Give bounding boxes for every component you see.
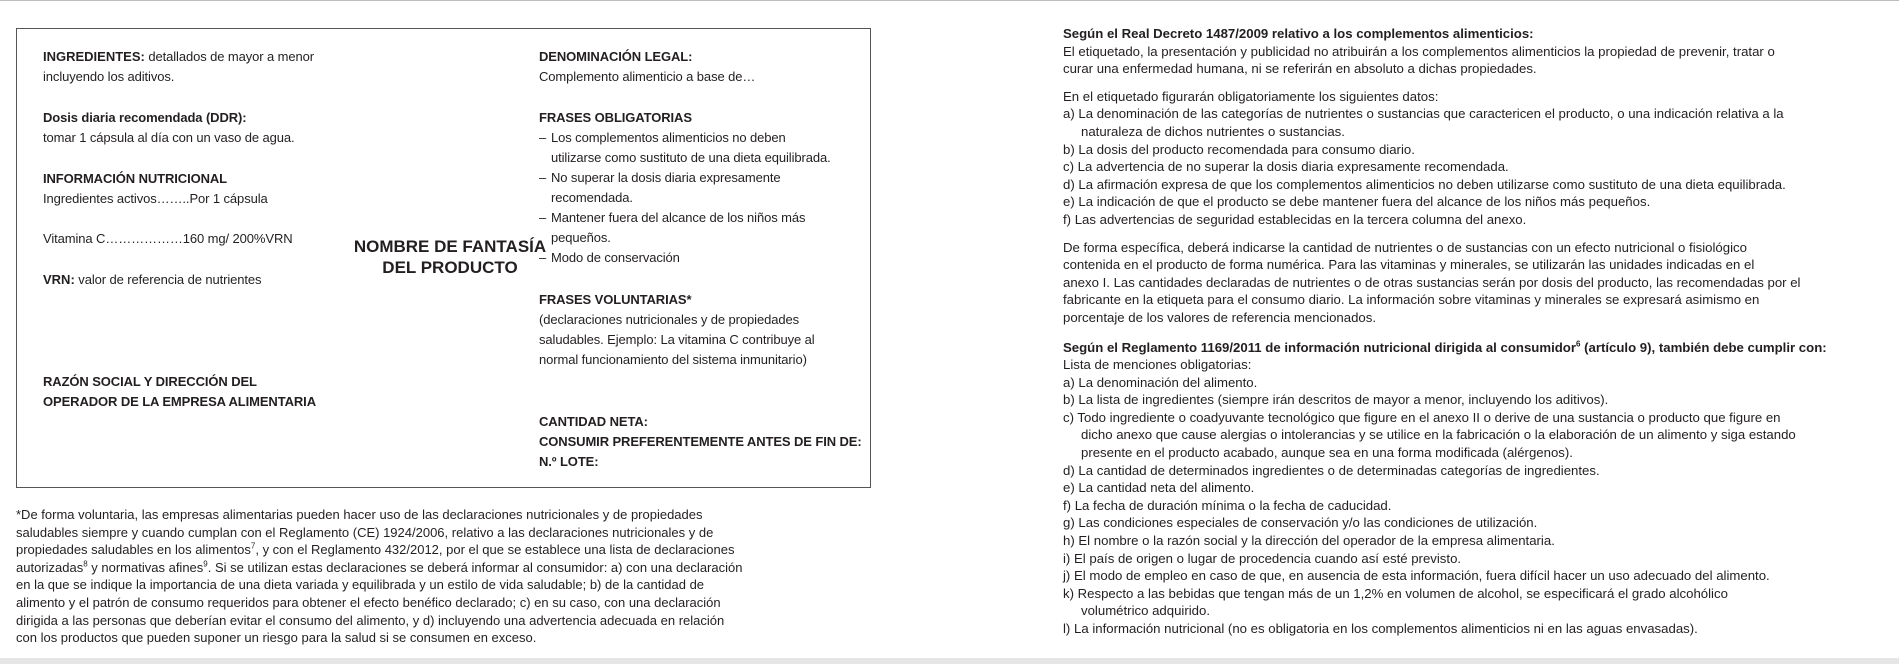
- mencion-item: a) La denominación del alimento.: [1063, 374, 1258, 390]
- razon-social-line1: RAZÓN SOCIAL Y DIRECCIÓN DEL: [43, 374, 257, 389]
- ingredientes-title: INGREDIENTES:: [43, 49, 145, 64]
- razon-social-block: [43, 372, 363, 412]
- datos-item: d) La afirmación expresa de que los complementos alimenticios no deben utilizarse como sustituto de una dieta equilibrada.: [1063, 176, 1786, 192]
- regulations-column: [1063, 25, 1897, 638]
- frase-obligatoria-text: utilizarse como sustituto de una dieta equilibrada.: [551, 150, 831, 165]
- frase-obligatoria-item: [539, 208, 869, 248]
- especifica-line: contenida en el producto de forma numérica. Para las vitaminas y minerales, se utilizarán las unidades indicadas en el: [1063, 257, 1755, 273]
- mencion-item: [1063, 585, 1897, 620]
- datos-item-text: naturaleza de dichos nutrientes o sustancias.: [1081, 123, 1345, 139]
- footnote-voluntary-claims: [16, 506, 871, 647]
- ddr-text: tomar 1 cápsula al día con un vaso de agua.: [43, 130, 295, 145]
- numero-lote: N.º LOTE:: [539, 454, 599, 469]
- mencion-item: f) La fecha de duración mínima o la fecha de caducidad.: [1063, 497, 1392, 513]
- frases-voluntarias-block: [539, 290, 869, 370]
- footnote-ref: 9: [203, 559, 208, 569]
- mencion-item: j) El modo de empleo en caso de que, en ausencia de esta información, fuera difícil hacer un uso adecuado del alimento.: [1063, 568, 1770, 584]
- mencion-item-text: presente en el producto acabado, aunque sea en una forma modificada (alérgenos).: [1081, 445, 1573, 461]
- footnote-text: . Si se utilizan estas declaraciones se deberá informar al consumidor: a) con una declaración: [207, 559, 743, 575]
- menciones-title: Lista de menciones obligatorias:: [1063, 357, 1252, 373]
- ingredientes-text-1: detallados de mayor a menor: [144, 49, 315, 64]
- datos-item: f) Las advertencias de seguridad establecidas en la tercera columna del anexo.: [1063, 211, 1527, 227]
- mencion-item: b) La lista de ingredientes (siempre irán descritos de mayor a menor, incluyendo los aditivos).: [1063, 392, 1609, 408]
- especifica-line: porcentaje de los valores de referencia mencionados.: [1063, 309, 1377, 325]
- mencion-item-text: volumétrico adquirido.: [1081, 603, 1211, 619]
- mencion-item-text: dicho anexo que cause alergias o intolerancias y se utilice en la fabricación o la elaboración de un alimento y siga estando: [1081, 427, 1796, 443]
- mencion-item: g) Las condiciones especiales de conservación y/o las condiciones de utilización.: [1063, 515, 1538, 531]
- footnote-text: y normativas afines: [87, 559, 204, 575]
- mencion-item: i) El país de origen o lugar de procedencia cuando así esté previsto.: [1063, 550, 1462, 566]
- razon-social-line2: OPERADOR DE LA EMPRESA ALIMENTARIA: [43, 394, 316, 409]
- info-nutricional-block: [43, 169, 343, 249]
- reglamento-ref: 6: [1575, 339, 1581, 349]
- top-border: [0, 0, 1899, 1]
- frases-voluntarias-line2: saludables. Ejemplo: La vitamina C contribuye al: [539, 332, 815, 347]
- frase-obligatoria-text: – No superar la dosis diaria expresamente: [551, 170, 781, 185]
- info-nutricional-row1: Ingredientes activos……..Por 1 cápsula: [43, 191, 268, 206]
- frase-obligatoria-text: pequeños.: [551, 230, 611, 245]
- frase-obligatoria-item: [539, 128, 869, 168]
- denominacion-text: Complemento alimenticio a base de…: [539, 69, 756, 84]
- footnote-line: [16, 541, 871, 559]
- footnote-text: , y con el Reglamento 432/2012, por el que se establece una lista de declaraciones: [255, 542, 735, 558]
- datos-item-text: a) La denominación de las categorías de nutrientes o sustancias que caractericen el producto, o una indicación relativa a la: [1063, 106, 1784, 122]
- reglamento-title-text: Según el Reglamento 1169/2011 de información nutricional dirigida al consumidor: [1063, 339, 1576, 355]
- especifica-line: anexo I. Las cantidades declaradas de nutrientes o de otras sustancias serán por dosis del producto, las recomendadas por el: [1063, 274, 1801, 290]
- datos-item: b) La dosis del producto recomendada para consumo diario.: [1063, 141, 1415, 157]
- frase-obligatoria-text: – Los complementos alimenticios no deben: [551, 130, 786, 145]
- consumir-preferentemente: CONSUMIR PREFERENTEMENTE ANTES DE FIN DE:: [539, 434, 862, 449]
- especifica-paragraph: [1063, 239, 1897, 327]
- frase-obligatoria-item: [539, 168, 869, 208]
- vrn-title: VRN:: [43, 272, 75, 287]
- vrn-text: valor de referencia de nutrientes: [74, 272, 262, 287]
- product-fantasy-name-line1: NOMBRE DE FANTASÍA: [353, 237, 547, 256]
- mencion-item: h) El nombre o la razón social y la dirección del operador de la empresa alimentaria.: [1063, 533, 1555, 549]
- ddr-title: Dosis diaria recomendada (DDR):: [43, 110, 247, 125]
- footnote-text: autorizadas: [16, 559, 84, 575]
- footnote-line: *De forma voluntaria, las empresas alimentarias pueden hacer uso de las declaraciones nutricionales y de propiedades: [16, 507, 703, 522]
- frase-obligatoria-text: – Mantener fuera del alcance de los niños más: [551, 210, 806, 225]
- footnote-line: en la que se indique la importancia de una dieta variada y equilibrada y un estilo de vida saludable; b) de la cantidad de: [16, 577, 705, 593]
- vrn-block: [43, 270, 343, 290]
- mencion-item: l) La información nutricional (no es obligatoria en los complementos alimenticios ni en las aguas envasadas).: [1063, 621, 1698, 636]
- bottom-band: [0, 658, 1899, 664]
- ddr-block: [43, 108, 343, 148]
- frases-obligatorias-title: FRASES OBLIGATORIAS: [539, 110, 692, 125]
- especifica-line: fabricante en la etiqueta para el consumo diario. La información sobre vitaminas y minerales se expresará asimismo en: [1063, 292, 1760, 308]
- product-fantasy-name: [350, 236, 550, 278]
- frases-obligatorias-block: [539, 108, 869, 268]
- mencion-item-text: k) Respecto a las bebidas que tengan más de un 1,2% en volumen de alcohol, se especificará el grado alcohólico: [1063, 585, 1728, 601]
- cantidad-lote-block: [539, 412, 869, 472]
- info-nutricional-title: INFORMACIÓN NUTRICIONAL: [43, 171, 228, 186]
- datos-item: c) La advertencia de no superar la dosis diaria expresamente recomendada.: [1063, 159, 1509, 175]
- datos-title: En el etiquetado figurarán obligatoriamente los siguientes datos:: [1063, 88, 1439, 104]
- footnote-line: alimento y el patrón de consumo requeridos para obtener el efecto benéfico declarado; c) en su caso, con una declaración: [16, 594, 721, 610]
- label-mockup-box: [16, 28, 871, 488]
- frase-obligatoria-text: – Modo de conservación: [551, 250, 680, 265]
- datos-item: [1063, 105, 1897, 140]
- footnote-line: con los productos que pueden suponer un riesgo para la salud si se consumen en exceso.: [16, 630, 537, 646]
- mencion-item: e) La cantidad neta del alimento.: [1063, 480, 1255, 496]
- rd-text-line: El etiquetado, la presentación y publicidad no atribuirán a los complementos alimenticios la propiedad de prevenir, tratar o: [1063, 43, 1775, 59]
- rd-title: Según el Real Decreto 1487/2009 relativo a los complementos alimenticios:: [1063, 26, 1534, 41]
- denominacion-block: [539, 47, 869, 87]
- ingredientes-text-2: incluyendo los aditivos.: [43, 69, 175, 84]
- mencion-item: d) La cantidad de determinados ingredientes o de determinadas categorías de ingredientes.: [1063, 462, 1600, 478]
- frase-obligatoria-item: [539, 248, 869, 268]
- rd-text-line: curar una enfermedad humana, ni se referirán en absoluto a dichas propiedades.: [1063, 61, 1537, 77]
- footnote-line: [16, 559, 871, 577]
- reglamento-title-text: (artículo 9), también debe cumplir con:: [1580, 339, 1827, 355]
- cantidad-neta: CANTIDAD NETA:: [539, 414, 648, 429]
- especifica-line: De forma específica, deberá indicarse la cantidad de nutrientes o de sustancias con un efecto nutricional o fisiológico: [1063, 239, 1747, 255]
- ingredientes-block: [43, 47, 343, 87]
- footnote-line: saludables siempre y cuando cumplan con el Reglamento (CE) 1924/2006, relativo a las declaraciones nutricionales y de: [16, 524, 714, 540]
- frases-voluntarias-line3: normal funcionamiento del sistema inmunitario): [539, 352, 807, 367]
- denominacion-title: DENOMINACIÓN LEGAL:: [539, 49, 693, 64]
- footnote-text: propiedades saludables en los alimentos: [16, 542, 251, 558]
- reglamento-title: [1063, 339, 1897, 357]
- footnote-ref: 7: [250, 541, 256, 551]
- footnote-line: dirigida a las personas que deberían evitar el consumo del alimento, y d) incluyendo una advertencia adecuada en relación: [16, 612, 725, 628]
- info-nutricional-row2: Vitamina C………………160 mg/ 200%VRN: [43, 231, 293, 246]
- frase-obligatoria-text: recomendada.: [551, 190, 633, 205]
- footnote-ref: 8: [83, 559, 88, 569]
- frases-voluntarias-title: FRASES VOLUNTARIAS*: [539, 292, 692, 307]
- mencion-item-text: c) Todo ingrediente o coadyuvante tecnológico que figure en el anexo II o derive de una sustancia o producto que figure en: [1063, 409, 1781, 425]
- mencion-item: [1063, 409, 1897, 462]
- product-fantasy-name-line2: DEL PRODUCTO: [382, 258, 518, 277]
- frases-voluntarias-line1: (declaraciones nutricionales y de propiedades: [539, 312, 799, 327]
- datos-item: e) La indicación de que el producto se debe mantener fuera del alcance de los niños más pequeños.: [1063, 194, 1651, 210]
